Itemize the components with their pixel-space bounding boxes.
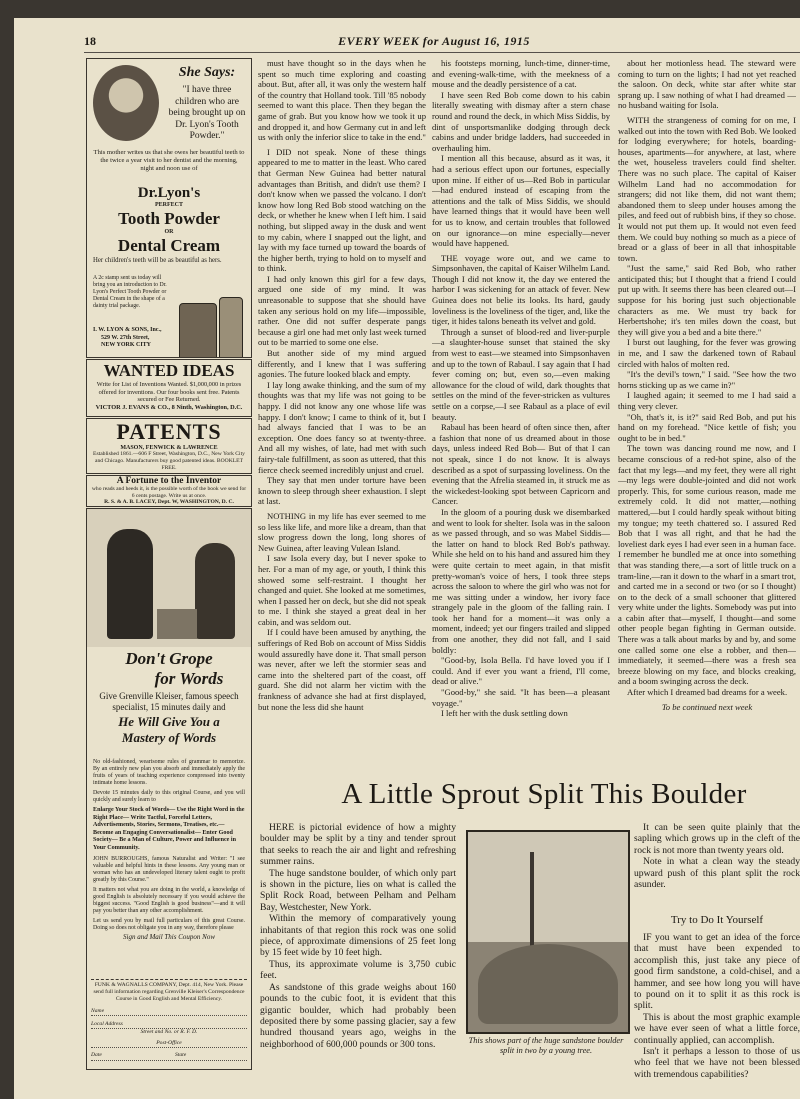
coupon-name-field[interactable]: Name: [91, 1008, 247, 1016]
paragraph: But another side of my mind argued differently, and I knew that I was suffering agonies. The future looked black and empty.: [258, 348, 426, 380]
page-number: 18: [84, 34, 96, 48]
paragraph: I burst out laughing, for the fever was growing in me, and I saw the darkened town of Rabaul circled with halos of molten red.: [618, 337, 796, 369]
coupon[interactable]: [91, 979, 247, 1066]
fortune-body: who reads and heeds it, is the possible worth of the book we send for 6 cents postage. Write us at once.: [91, 486, 247, 499]
paragraph: "Good-by," she said. "It has been—a pleasant voyage.": [432, 687, 610, 708]
article-column-3b: [634, 932, 800, 1082]
grope-devote: Devote 15 minutes daily to this original Course, and you will quickly and surely learn to: [93, 790, 245, 803]
article-column-1: [260, 822, 456, 1072]
ad-street: 529 W. 27th Street,: [101, 334, 150, 341]
fortune-firm: R. S. & A. B. LACEY, Dept. W, WASHINGTON, D. C.: [104, 499, 234, 505]
illustration-man-and-woman: [87, 509, 251, 647]
coupon-local-field[interactable]: Local Address: [91, 1021, 247, 1029]
paragraph: NOTHING in my life has ever seemed to me so less like life, and more like a dream, than that slow progress down the long, long shores of New Guinea, after leaving Vulean Island.: [258, 510, 426, 553]
story-column-3: [618, 58, 796, 764]
paragraph: I laughed again; it seemed to me I had said a thing very clever.: [618, 390, 796, 411]
brand-product-2: Dental Cream: [117, 236, 221, 255]
wanted-title: WANTED IDEAS: [103, 361, 235, 380]
man-figure-icon: [107, 529, 153, 639]
continued-notice: To be continued next week: [661, 701, 753, 712]
paragraph: The huge sandstone boulder, of which only part is shown in the picture, lies on what is called the Split Rock Road, between Pelham and Pelham Bay, Westchester, New York.: [260, 867, 456, 913]
brand-sub: PERFECT: [154, 202, 183, 208]
paragraph: If I could have been amused by anything, the sufferings of Red Bob on account of Miss Siddis would assuredly have done it. That small person was never, after we left the stormier seas and came into the sheltered part of the coast, off guard. She did not alarm her victim with the frankness of advance she had at first displayed, but none the less did she haunt: [258, 627, 426, 712]
paragraph: must have thought so in the days when he spent so much time exploring and coasting about. But, after all, it was only the western half of the country that Holland took. Till '85 nobody seemed to want this place. Then they began the game of grab. But you know how we took it up and dropped it, and how Germany cut in and left us with only the inferior slice to take in the end.": [258, 58, 426, 143]
grope-lead: Give Grenville Kleiser, famous speech specialist, 15 minutes daily and: [99, 691, 239, 712]
photo-caption: This shows part of the huge sandstone boulder split in two by a young tree.: [468, 1036, 624, 1055]
paragraph: I mention all this because, absurd as it was, it had a serious effect upon our fortunes, especially upon mine. If either of us—Red Bob in particular—had endured instead of escaping from the attentions and the talk of Miss Siddis, we should have learned things that it would have been well for us to know, and certain troubles that followed on our ignorance—on mine especially—never would have happened.: [432, 153, 610, 249]
header-rule: [84, 52, 800, 53]
paragraph: In the gloom of a pouring dusk we disembarked and went to look for shelter. Isola was in the saloon as we passed through, and so was Mabel Siddis—the latter on hand to block Red Bob's pathway. While she held on to his hand and assured him they were quite certain to meet again, in that misfit pretty-woman's voice of hers, I took three steps across the saloon to where the girl who was not for me was sitting under a window, her ivory face strangely pale in the gloom of the falling rain. I took her hand for a moment—it was only a moment, indeed; yet our fingers trailed and slipped from one another, they did not fall, and I said boldly:: [432, 506, 610, 655]
paragraph: This is about the most graphic example we have ever seen of what a little force, continually applied, can accomplish.: [634, 1011, 800, 1046]
article-headline: A Little Sprout Split This Boulder: [341, 778, 747, 810]
lyon-tooth-powder-ad: [86, 58, 252, 358]
paragraph: THE voyage wore out, and we came to Simpsonhaven, the capital of Kaiser Wilhelm Land. Though I did not know it, the day we entered the harbor I was sickening for an attack of fever. New Guinea does not belie its looks. Its hard, gaudy loveliness is the loveliness of the tiger, and, like the tiger, it hides talons beneath its velvet and gold.: [432, 252, 610, 327]
paragraph: I have seen Red Bob come down to his cabin literally sweating with dismay after a stern chase round and round the deck, in which Miss Siddis, by dint of unsportsmanlike dodging through deck cabins and under bridge ladders, had succeeded in overhauling him.: [432, 89, 610, 153]
coupon-text: FUNK & WAGNALLS COMPANY, Dept. 414, New York. Please send full information regarding Grenville Kleiser's Correspondence Course in Good English and Mental Efficiency.: [93, 982, 245, 1002]
paragraph: I had only known this girl for a few days, argued one side of my mind. It was unreasonable to suppose that she should have taken any serious hold on my life—impossible, rather. One did not suffer desperate pangs because a girl one had met only last week turned out to be married to some one else.: [258, 273, 426, 348]
fortune-ad: [86, 475, 252, 507]
boulder-icon: [478, 944, 618, 1024]
page-header: [84, 34, 784, 52]
patents-firm: MASON, FENWICK & LAWRENCE: [120, 445, 218, 451]
tree-icon: [530, 852, 534, 952]
paragraph: It can be seen quite plainly that the sapling which grows up in the cleft of the rock is not more than twenty years old.: [634, 822, 800, 856]
grope-title-4: Mastery of Words: [121, 730, 217, 745]
paragraph: his footsteps morning, lunch-time, dinner-time, and evening-walk-time, with the meekness of a mouse and the deadly persistence of a cat.: [432, 58, 610, 90]
ad-company: I. W. LYON & SONS, Inc.,: [93, 327, 162, 333]
paragraph: Through a sunset of blood-red and liver-purple—a slaughter-house sunset that stained the sky from west to east—we steamed into Simpsonhaven and up to the town of Rabaul. I say again that I had fever coming on; but, even so,—even making allowance for the cloud of wild, dark thoughts that settles on the mind of the fever-stricken as vultures settle on a corpse,—I see Rabaul as a place of evil beauty.: [432, 326, 610, 422]
grope-title-2: for Words: [154, 669, 224, 688]
grope-sign: Sign and Mail This Coupon Now: [123, 932, 215, 941]
coupon-date-field[interactable]: Date: [91, 1051, 102, 1058]
grope-title-3: He Will Give You a: [118, 714, 220, 729]
brand-product-1: Tooth Powder: [118, 209, 220, 228]
chair-icon: [157, 609, 197, 639]
boulder-photo: [466, 830, 630, 1034]
paragraph: "Good-by, Isola Bella. I'd have loved you if I could. And if ever you want a friend, I'll come, dead or alive.": [432, 655, 610, 687]
grope-letus: Let us send you by mail full particulars of this great Course. Doing so does not obligate you in any way, therefore please: [93, 917, 245, 931]
woman-portrait-icon: [93, 65, 159, 141]
magazine-page: [14, 18, 800, 1099]
grope-list: Enlarge Your Stock of Words— Use the Right Word in the Right Place— Write Tactful, Forceful Letters, Advertisements, Stories, Sermons, Treatises, etc.— Become an Engaging Conversationalist— Enter Good Society— Be a Man of Culture, Power and Influence in Your Community.: [93, 807, 245, 851]
brand-name: Dr.Lyon's: [137, 185, 201, 201]
brand-or: OR: [164, 229, 174, 235]
tooth-powder-tin-icon: [179, 303, 217, 358]
grope-body: No old-fashioned, wearisome rules of grammar to memorize. By an entirely new plan you absorb and immediately apply the fruits of years of teaching experience compressed into twenty intimate home lessons.: [93, 759, 245, 786]
paragraph: I left her with the dusk settling down: [441, 708, 568, 719]
grope-matters: It matters not what you are doing in the world, a knowledge of good English is absolutely necessary if you would achieve the biggest success. "Good English is good business"—and it will pay you better than any other accomplishment.: [93, 886, 245, 914]
patents-body: Established 1861.—606 F Street, Washington, D.C., New York City and Chicago. Manufacturers buy good patented ideas. BOOKLET FREE.: [93, 451, 245, 471]
masthead: EVERY WEEK for August 16, 1915: [338, 34, 530, 48]
ad-children: Her children's teeth will be as beautiful as hers.: [93, 257, 222, 264]
paragraph: They say that men under torture have been known to sleep through sheer exhaustion. I slept at last.: [258, 475, 426, 507]
paragraph: Note in what a clean way the steady upward push of this plant split the rock asunder.: [634, 856, 800, 891]
wanted-firm: VICTOR J. EVANS & CO., 8 Ninth, Washington, D.C.: [95, 403, 243, 411]
paragraph: "Oh, that's it, is it?" said Red Bob, and put his hand on my forehead. "Nice kettle of fish; you ought to be in bed.": [618, 411, 796, 443]
paragraph: WITH the strangeness of coming for on me, I walked out into the town with Red Bob. We looked for lodging everywhere; for hotels, boarding-houses, apartments—for anywhere, at last, where the wet, houseless travelers could find shelter. There was no such place. The capital of Kaiser Wilhelm Land had no accommodation for strangers; did not like them, did not want them; abandoned them to sleep under houses among the piles, and feed out of rubbish bins, if they so chose. It would not put them up. It would not even feed them. We could buy nothing so much as a piece of bread or a glass of beer in all that inhospitable town.: [618, 114, 796, 263]
paragraph: I lay long awake thinking, and the sum of my thoughts was that my life was not going to be happy. I did not know any one whose life was happy. I don't know; I came to think of it, but I had always fancied that I was to be an exception. One does fancy so at twenty-three. And all my wishes, of late, had met with such fairy-tale fulfillment, as soon as uttered, that this fierce check seemed incredibly unjust and cruel.: [258, 379, 426, 475]
fortune-title: A Fortune to the Inventor: [116, 476, 222, 486]
ad-body: This mother writes us that she owes her beautiful teeth to the twice a year visit to her dentist and the morning, night and noon use of: [93, 149, 245, 172]
woman-figure-icon: [195, 543, 235, 639]
article-column-3a: [634, 822, 800, 910]
ad-quote: "I have three children who are being brought up on Dr. Lyon's Tooth Powder.": [168, 85, 246, 141]
ad-city: NEW YORK CITY: [101, 342, 152, 348]
paragraph: "Just the same," said Red Bob, who rather anticipated this; but I thought that a friend I could put up with. It seems there has been cleared out—I suppose for his boring just such objectionable characters as me. We must try back for Herbertshohe; it's ten miles down the coast, but they will give you a bed and a bite there.": [618, 263, 796, 337]
ad-offer: A 2c stamp sent us today will bring you an introduction to Dr. Lyon's Perfect Tooth Powder or Dental Cream in the shape of a dainty trial package.: [93, 275, 167, 309]
grope-for-words-ad: [86, 508, 252, 1070]
paragraph: Within the memory of comparatively young inhabitants of that region this rock was one solid piece, of approximate dimensions of 25 feet long by 15 feet wide by 10 feet high.: [260, 913, 456, 959]
dental-cream-tube-icon: [219, 297, 243, 358]
paragraph: After which I dreamed bad dreams for a week.: [627, 687, 788, 698]
paragraph: about her motionless head. The steward were coming to turn on the lights; I had not yet reached the saloon. On deck, white star after white star sprang up. I saw nothing of what I had dreamed —no husband waiting for Isola.: [618, 58, 796, 111]
paragraph: HERE is pictorial evidence of how a mighty boulder may be split by a tiny and tender sprout that seeks to reach the air and light and refreshing summer rains.: [260, 822, 456, 868]
coupon-post-field[interactable]: Post-Office: [91, 1040, 247, 1048]
paragraph: Thus, its approximate volume is 3,750 cubic feet.: [260, 958, 456, 982]
grope-burroughs: JOHN BURROUGHS, famous Naturalist and Writer: "I see valuable and helpful hints in these lessons. Any young man or woman who has an undeveloped literary talent ought to profit greatly by this Course.": [93, 855, 245, 883]
paragraph: I saw Isola every day, but I never spoke to her. For a man of my age, or youth, I think this showed some self-restraint. I thought her changed and quiet. She looked at me sometimes, when I passed her on deck, but she did not speak to me. I think she stayed a great deal in her cabin, and was seldom out.: [258, 553, 426, 627]
patents-title: PATENTS: [116, 419, 222, 444]
coupon-street-label: Street and No. or R. F. D.: [140, 1028, 198, 1035]
story-column-2: [432, 58, 610, 764]
paragraph: I DID not speak. None of these things appeared to me to matter in the least. Who cared that German New Guinea had better natural advantages than British, and didn't use them? I don't know when we passed the volcano. I don't know how long Red Bob stood watching on the deck, or whether he knew when I left him. I said nothing, but slipped away in the dusk and went to my cabin, where I snapped out the light, and lay with my face turned up toward the boards of the higher berth, trying to hold on to myself and to think.: [258, 146, 426, 274]
coupon-state-field[interactable]: State: [175, 1051, 187, 1058]
paragraph: "It's the devil's town," I said. "See how the two horns sticking up as we came in?": [618, 369, 796, 390]
wanted-ideas-ad: [86, 359, 252, 417]
ad-heading: She Says:: [178, 65, 236, 80]
article-subhead: Try to Do It Yourself: [670, 914, 764, 926]
story-column-1: [258, 58, 426, 764]
paragraph: Rabaul has been heard of often since then, after a fashion that none of us dreamed about in those days, unless indeed Red Bob— But of that I can not speak, since I do not know. It is always described as a spot of surpassing loveliness. On the evening that the Afrelia steamed in, it struck me as the wickedest-looking spot between Capricorn and Cancer.: [432, 422, 610, 507]
wanted-body: Write for List of Inventions Wanted. $1,000,000 in prizes offered for inventions. Our four books sent free. Patents secured or Fee Returned.: [96, 381, 242, 403]
paragraph: Isn't it perhaps a lesson to those of us who feel that we have not been blessed with tremendous capabilities?: [634, 1046, 800, 1080]
grope-title-1: Don't Grope: [125, 649, 213, 668]
patents-ad: [86, 418, 252, 474]
paragraph: The town was dancing round me now, and I became conscious of a red-hot spine, also of the fact that my legs—and my feet, they were all right—my legs were double-jointed and did not work properly. This, for some curious reason, made me extremely cold. It did not matter,—nothing mattered,—but I could hardly speak without biting my tongue; my teeth chattered so. I assured Red Bob that I was all right, and that he had the loveliest dark eyes I had ever seen in a human face. I remember he bundled me at once into something that was standing there,—a sort of little truck on a tram-line,—ran it down to the wharf in a smart trot, and carted me in a second or two (or so I thought) on to the deck of a small schooner that glittered very white under the lights. Somebody was put into a cabin after that—myself, I thought—and some other people began fighting in German outside. There was a talk about marks by and by, and some one called some one else a robber, and then—immediately, it seemed—there was a fresh sea breeze blowing on my face, and blocks creaking, and a boom swinging across the deck.: [618, 443, 796, 687]
paragraph: IF you want to get an idea of the force that must have been expended to accomplish this, just take any piece of good firm sandstone, a cold-chisel, and a hammer, and see how long you will have to pound on it to split it as this rock is split.: [634, 932, 800, 1012]
paragraph: As sandstone of this grade weighs about 160 pounds to the cubic foot, it is evident that this gigantic boulder, which had probably been deposited there by some passing glacier, say a few hundred thousand years ago, weighs in the neighborhood of 600,000 pounds or 300 tons.: [260, 981, 456, 1050]
ad-address: [93, 327, 173, 350]
